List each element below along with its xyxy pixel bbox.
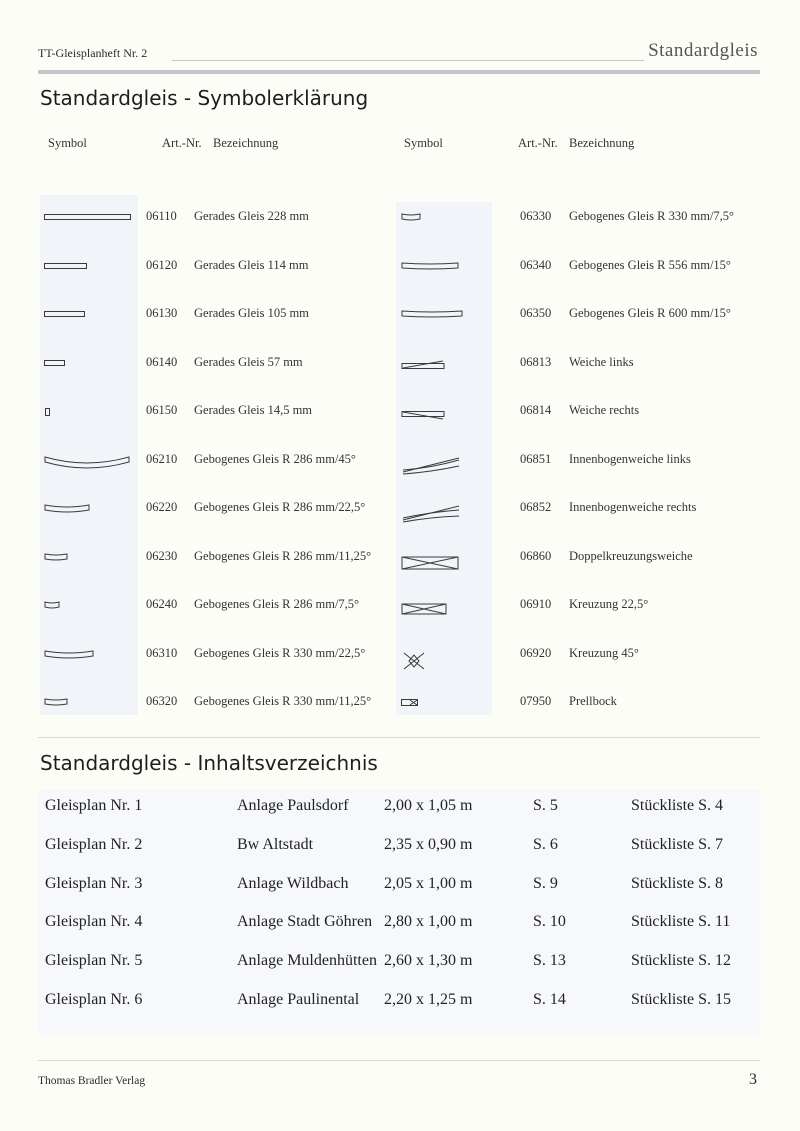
curved-track-icon: [44, 698, 68, 707]
legend-title: Standardgleis - Symbolerklärung: [40, 86, 369, 110]
curved-track-icon: [44, 601, 60, 610]
toc-page: S. 5: [533, 797, 558, 814]
toc-size: 2,20 x 1,25 m: [384, 991, 473, 1008]
legend-name-left: Gebogenes Gleis R 286 mm/7,5°: [194, 597, 360, 611]
header-rule: [172, 60, 644, 61]
legend-artnr-right: 06920: [520, 645, 552, 660]
legend-artnr-right: 06350: [520, 306, 552, 320]
legend-name-right: Prellbock: [569, 694, 617, 708]
legend-name-right: Innenbogenweiche rechts: [569, 500, 697, 514]
straight-track-icon: [44, 310, 86, 318]
legend-name-left: Gerades Gleis 14,5 mm: [194, 403, 313, 417]
legend-name-right: Kreuzung 45°: [569, 645, 639, 660]
toc-page: S. 14: [533, 991, 566, 1008]
curved-track-icon: [44, 650, 94, 660]
toc-anlage: Anlage Paulsdorf: [237, 797, 349, 814]
straight-short-track-icon: [44, 359, 66, 367]
toc-page: S. 9: [533, 874, 558, 892]
legend-name-right: Gebogenes Gleis R 556 mm/15°: [569, 257, 731, 272]
legend-name-right: Doppelkreuzungsweiche: [569, 548, 693, 563]
toc-plan: Gleisplan Nr. 3: [45, 874, 143, 892]
col-head-artnr-right: Art.-Nr.: [518, 136, 558, 150]
section-divider: [38, 737, 760, 738]
legend-name-left: Gebogenes Gleis R 330 mm/22,5°: [194, 645, 366, 660]
legend-name-left: Gerades Gleis 228 mm: [194, 209, 309, 223]
straight-long-track-icon: [44, 213, 132, 221]
legend-name-left: Gebogenes Gleis R 286 mm/11,25°: [194, 548, 372, 563]
legend-name-left: Gebogenes Gleis R 330 mm/11,25°: [194, 694, 372, 708]
legend-artnr-right: 06813: [520, 354, 552, 369]
toc-size: 2,05 x 1,00 m: [384, 874, 473, 892]
legend-artnr-left: 06120: [146, 257, 178, 272]
legend-artnr-left: 06220: [146, 500, 178, 514]
curved-track-icon: [401, 262, 459, 271]
legend-artnr-right: 06851: [520, 451, 552, 466]
toc-parts-list: Stückliste S. 4: [631, 797, 724, 814]
toc-page: S. 10: [533, 913, 566, 931]
double-slip-switch-icon: [401, 553, 459, 573]
toc-plan: Gleisplan Nr. 6: [45, 991, 143, 1008]
legend-artnr-right: 07950: [520, 694, 552, 708]
legend-artnr-right: 06814: [520, 403, 552, 417]
legend-name-right: Kreuzung 22,5°: [569, 597, 649, 611]
toc-size: 2,00 x 1,05 m: [384, 797, 473, 814]
curved-track-icon: [401, 310, 463, 319]
running-header-left: TT-Gleisplanheft Nr. 2: [38, 46, 148, 60]
legend-artnr-left: 06210: [146, 451, 178, 466]
straight-track-icon: [44, 262, 88, 270]
legend-artnr-right: 06852: [520, 500, 552, 514]
toc-anlage: Anlage Paulinental: [237, 991, 360, 1008]
curved-track-icon: [44, 553, 68, 562]
col-head-bezeichnung-right: Bezeichnung: [569, 136, 635, 150]
legend-artnr-left: 06310: [146, 645, 178, 660]
legend-name-right: Gebogenes Gleis R 600 mm/15°: [569, 306, 731, 320]
col-head-artnr-left: Art.-Nr.: [162, 136, 202, 150]
legend-artnr-left: 06240: [146, 597, 178, 611]
col-head-symbol-left: Symbol: [48, 136, 87, 150]
legend-name-left: Gerades Gleis 105 mm: [194, 306, 309, 320]
toc-parts-list: Stückliste S. 7: [631, 835, 724, 853]
curved-track-icon: [44, 504, 90, 514]
toc-parts-list: Stückliste S. 8: [631, 874, 724, 892]
toc-anlage: Bw Altstadt: [237, 835, 314, 853]
legend-name-left: Gerades Gleis 57 mm: [194, 354, 303, 369]
publisher-name: Thomas Bradler Verlag: [38, 1075, 146, 1087]
curved-track-icon: [44, 456, 130, 470]
straight-tiny-track-icon: [44, 407, 52, 417]
legend-name-left: Gerades Gleis 114 mm: [194, 257, 309, 272]
legend-artnr-left: 06110: [146, 209, 177, 223]
legend-artnr-right: 06330: [520, 209, 552, 223]
legend-artnr-right: 06910: [520, 597, 552, 611]
col-head-symbol-right: Symbol: [404, 136, 443, 150]
legend-name-left: Gebogenes Gleis R 286 mm/45°: [194, 451, 356, 466]
inner-curve-turnout-left-icon: [401, 456, 461, 476]
legend-name-right: Weiche rechts: [569, 403, 640, 417]
crossing-22-icon: [401, 601, 447, 617]
toc-plan: Gleisplan Nr. 2: [45, 835, 143, 853]
running-header-right: Standardgleis: [648, 40, 758, 61]
footer-rule: [38, 1060, 760, 1061]
inner-curve-turnout-right-icon: [401, 504, 461, 524]
legend-name-right: Weiche links: [569, 354, 634, 369]
legend-artnr-left: 06320: [146, 694, 178, 708]
legend-artnr-left: 06140: [146, 354, 178, 369]
page-number: 3: [749, 1071, 757, 1088]
toc-parts-list: Stückliste S. 15: [631, 991, 732, 1008]
toc-plan: Gleisplan Nr. 4: [45, 913, 143, 931]
legend-name-right: Gebogenes Gleis R 330 mm/7,5°: [569, 209, 735, 223]
legend-artnr-left: 06150: [146, 403, 178, 417]
toc-anlage: Anlage Wildbach: [237, 874, 349, 892]
turnout-right-icon: [401, 407, 445, 421]
toc-size: 2,80 x 1,00 m: [384, 913, 473, 931]
curved-track-icon: [401, 213, 421, 222]
toc-page: S. 13: [533, 952, 566, 970]
buffer-stop-icon: [401, 698, 419, 708]
toc-page: S. 6: [533, 835, 558, 853]
toc-anlage: Anlage Stadt Göhren: [237, 913, 373, 931]
toc-parts-list: Stückliste S. 11: [631, 913, 731, 931]
toc-parts-list: Stückliste S. 12: [631, 952, 732, 970]
toc-plan: Gleisplan Nr. 1: [45, 797, 143, 814]
toc-plan: Gleisplan Nr. 5: [45, 952, 143, 970]
turnout-left-icon: [401, 359, 445, 373]
toc-size: 2,60 x 1,30 m: [384, 952, 473, 970]
legend-artnr-right: 06340: [520, 257, 552, 272]
toc-anlage: Anlage Muldenhütten: [237, 952, 377, 970]
toc-size: 2,35 x 0,90 m: [384, 835, 473, 853]
legend-name-left: Gebogenes Gleis R 286 mm/22,5°: [194, 500, 366, 514]
legend-artnr-left: 06130: [146, 306, 178, 320]
header-bar: [38, 70, 760, 74]
legend-artnr-right: 06860: [520, 548, 552, 563]
legend-artnr-left: 06230: [146, 548, 178, 563]
col-head-bezeichnung-left: Bezeichnung: [213, 136, 279, 150]
legend-name-right: Innenbogenweiche links: [569, 451, 691, 466]
toc-title: Standardgleis - Inhaltsverzeichnis: [40, 751, 378, 775]
crossing-45-icon: [401, 650, 427, 672]
